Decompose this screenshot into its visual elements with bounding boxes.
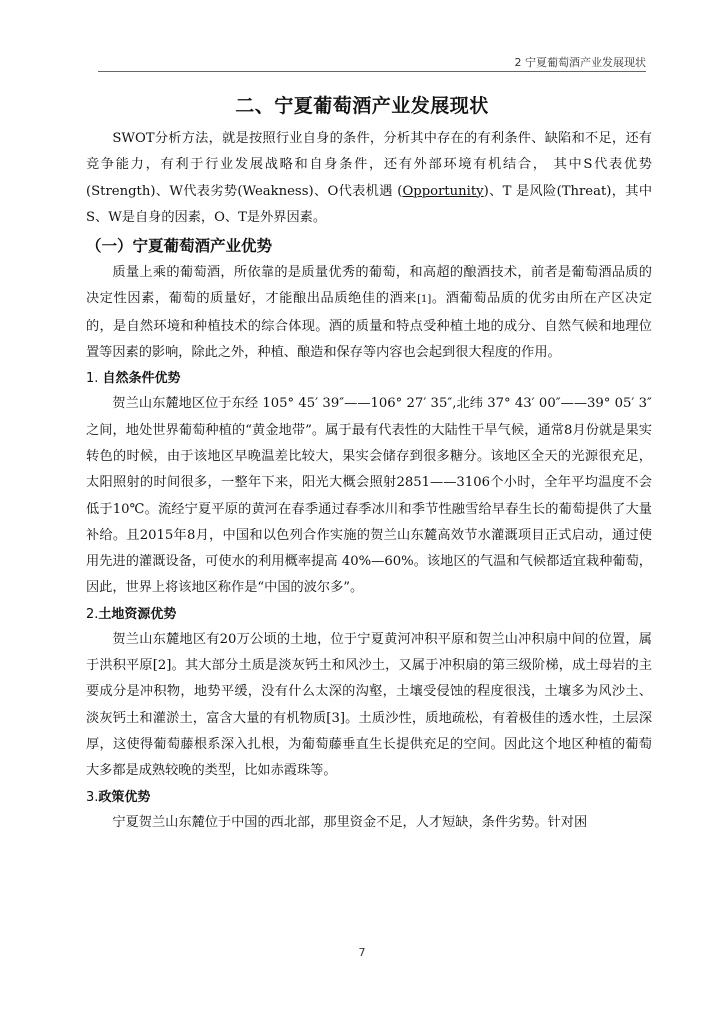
- citation-ref: [1]: [417, 294, 432, 306]
- para1-text-1: 质量上乘的葡萄酒，所依靠的是质量优秀的葡萄，和高超的酿酒技术，前者是葡萄酒品质的决定性因素，葡萄的质量好，才能酿出品质绝佳的酒来: [86, 265, 652, 307]
- land-resources-paragraph: [86, 627, 652, 785]
- running-header: 2 宁夏葡萄酒产业发展现状: [514, 56, 646, 69]
- body-content: [86, 126, 652, 836]
- natural-conditions-paragraph: 贺兰山东麓地区位于东经 105° 45′ 39″——106° 27′ 35″,北纬 37° 43′ 00″——39° 05′ 3″之间，地处世界葡萄种植的“黄金地带”。属于最有代表性的大陆性干旱气候，通常8月份就是果实转色的时候，由于该地区早晚温差比较大，果实会储存到很多糖分。该地区全天的光源很充足，太阳照射的时间很多，一整年下来，阳光大概会照射2851——3106个小时，全年平均温度不会低于10℃。流经宁夏平原的黄河在春季通过春季冰川和季节性融雪给早春生长的葡萄提供了大量补给。且2015年8月，中国和以色列合作实施的贺兰山东麓高效节水灌溉项目正式启动，通过使用先进的灌溉设备，可使水的利用概率提高 40%—60%。该地区的气温和气候都适宜栽种葡萄，因此，世界上将该地区称作是“中国的波尔多”。: [86, 396, 652, 596]
- land-text-2: 。其大部分土质是淡灰钙土和风沙土，又属于冲积扇的第三级阶梯，成土母岩的主要成分是冲积物，地势平缓，没有什么太深的沟壑，土壤受侵蚀的程度很浅，土壤多为风沙土、淡灰钙土和灌淤土，富含大量的有机物质: [86, 658, 653, 726]
- para1-text-2: 。酒葡萄品质的优劣由所在产区决定的，是自然环境和种植技术的综合体现。酒的质量和特点受种植土地的成分、自然气候和地理位置等因素的影响，除此之外，种植、酿造和保存等内容也会起到很大程度的作用。: [86, 291, 653, 361]
- subheading-title: 自然条件优势: [102, 371, 181, 387]
- intro-paragraph: [86, 126, 652, 231]
- citation-ref: [2]: [152, 658, 172, 674]
- page-number: 7: [358, 946, 366, 959]
- intro-text-2: )、T 是风险(Threat)，其中S、W是自身的因素，O、T是外界因素。: [86, 183, 653, 225]
- subheading-natural-conditions: [86, 366, 652, 391]
- intro-text-1: SWOT分析方法，就是按照行业自身的条件，分析其中存在的有利条件、缺陷和不足，还有竞争能力，有利于行业发展战略和自身条件，还有外部环境有机结合， 其中S代表优势(Strength)、W代表劣势(Weakness)、O代表机遇 (: [86, 131, 652, 199]
- subheading-land-resources: [86, 602, 652, 627]
- citation-ref: [3]: [326, 710, 345, 726]
- header-rule: [98, 71, 646, 72]
- section-paragraph: [86, 260, 652, 366]
- policy-paragraph: 宁夏贺兰山东麓位于中国的西北部，那里资金不足，人才短缺，条件劣势。针对困: [112, 814, 588, 830]
- subheading-title: 政策优势: [98, 789, 151, 805]
- page-title: 二、宁夏葡萄酒产业发展现状: [235, 95, 489, 117]
- land-text-1: 贺兰山东麓地区有20万公顷的土地，位于宁夏黄河冲积平原和贺兰山冲积扇中间的位置，属于洪积平原: [86, 631, 652, 674]
- subheading-number: 1.: [86, 371, 103, 387]
- subheading-title: 土地资源优势: [98, 606, 177, 622]
- land-text-3: 。土质沙性，质地疏松，有着极佳的透水性，土层深厚，这使得葡萄藤根系深入扎根，为葡萄藤垂直生长提供充足的空间。因此这个地区种植的葡萄大多都是成熟较晚的类型，比如赤霞珠等。: [86, 710, 653, 779]
- section-heading: （一）宁夏葡萄酒产业优势: [86, 237, 273, 256]
- subheading-number: 2.: [86, 606, 99, 622]
- opportunity-term: Opportunity: [402, 183, 484, 199]
- subheading-number: 3.: [86, 789, 99, 805]
- subheading-policy: [86, 785, 652, 810]
